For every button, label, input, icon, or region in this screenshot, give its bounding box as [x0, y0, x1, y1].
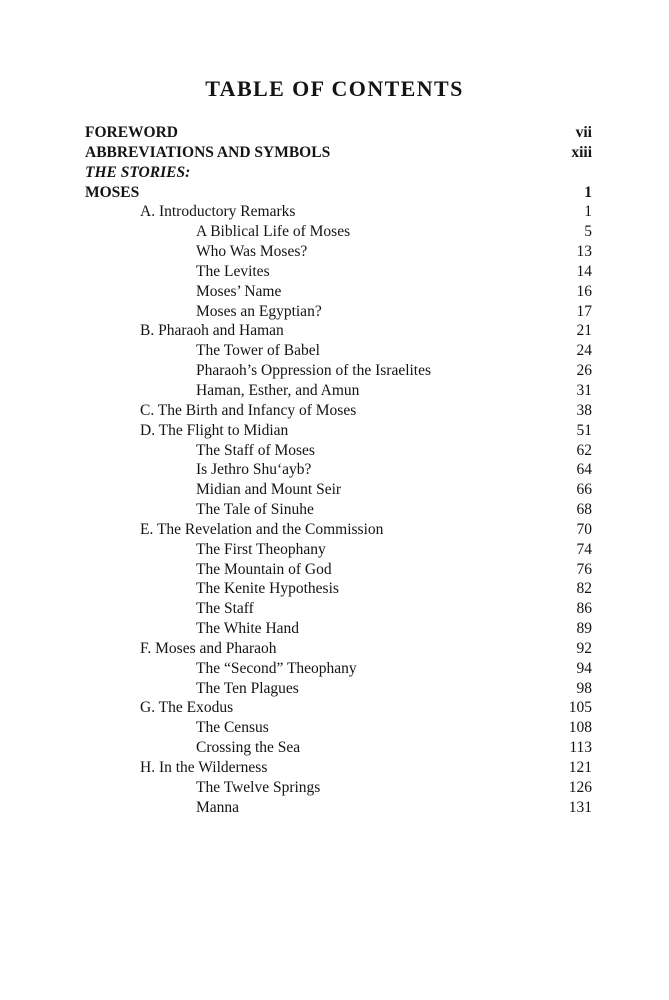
- toc-entry: [85, 381, 592, 401]
- toc-entry-page: 94: [576, 659, 592, 677]
- toc-entry-page: 131: [568, 798, 592, 816]
- toc-entry: [85, 659, 592, 679]
- toc-entry-page: 1: [584, 203, 592, 221]
- toc-entry-page: 5: [584, 223, 592, 241]
- toc-entry: [85, 679, 592, 699]
- toc-entry: [85, 441, 592, 461]
- toc-entry: [85, 242, 592, 262]
- toc-entry-page: 31: [576, 381, 592, 399]
- toc-entry-label: The Twelve Springs: [196, 778, 321, 796]
- toc-entry-page: 26: [576, 362, 592, 380]
- toc-entry-label: ABBREVIATIONS AND SYMBOLS: [85, 143, 331, 161]
- toc-entry-label: G. The Exodus: [140, 699, 234, 717]
- toc-entry-page: 13: [576, 243, 592, 261]
- toc-entry-label: The Mountain of God: [196, 560, 332, 578]
- toc-entry-label: Moses’ Name: [196, 282, 282, 300]
- toc-entry: [85, 123, 592, 143]
- toc-entry: [85, 143, 592, 163]
- toc-entry-label: The Kenite Hypothesis: [196, 580, 339, 598]
- toc-entry-page: 38: [576, 401, 592, 419]
- toc-entry-label: Is Jethro Shu‘ayb?: [196, 461, 312, 479]
- toc-entry-page: 64: [576, 461, 592, 479]
- toc-entry: [85, 401, 592, 421]
- toc-entry: [85, 262, 592, 282]
- toc-entry-label: The Staff: [196, 600, 254, 618]
- toc-entry: [85, 579, 592, 599]
- toc-entry-page: 126: [568, 778, 592, 796]
- toc-entry-label: MOSES: [85, 183, 140, 201]
- toc-entry-page: vii: [575, 124, 592, 141]
- toc-entry: [85, 798, 592, 818]
- toc-entry-label: The Levites: [196, 262, 270, 280]
- toc-entry: [85, 698, 592, 718]
- toc-entry: [85, 599, 592, 619]
- page-title: TABLE OF CONTENTS: [205, 76, 464, 101]
- toc-entry-label: A Biblical Life of Moses: [196, 223, 351, 241]
- toc-entry: [85, 540, 592, 560]
- toc-entry-page: 108: [568, 719, 592, 737]
- toc-entry-page: 86: [576, 600, 592, 618]
- toc-entry-page: 74: [576, 540, 592, 558]
- toc-entry: [85, 480, 592, 500]
- toc-entry-label: Midian and Mount Seir: [196, 481, 342, 499]
- toc-entry-label: The Tale of Sinuhe: [196, 501, 314, 519]
- toc-entry-page: 76: [576, 560, 592, 578]
- toc-list: [85, 123, 592, 818]
- toc-entry-label: The Staff of Moses: [196, 441, 315, 459]
- toc-entry-page: 17: [576, 302, 592, 320]
- toc-entry-label: The Tower of Babel: [196, 342, 320, 360]
- toc-entry-page: 98: [576, 679, 592, 697]
- toc-entry-page: 105: [568, 699, 592, 717]
- toc-entry: [85, 302, 592, 322]
- toc-entry-label: The “Second” Theophany: [196, 659, 357, 677]
- toc-entry-label: A. Introductory Remarks: [140, 203, 296, 221]
- toc-entry-page: 68: [576, 501, 592, 519]
- toc-entry: [85, 560, 592, 580]
- toc-entry-label: Who Was Moses?: [196, 243, 308, 261]
- toc-entry-page: 82: [576, 580, 592, 598]
- toc-entry-label: Pharaoh’s Oppression of the Israelites: [196, 362, 432, 380]
- toc-entry: [85, 222, 592, 242]
- toc-entry-page: 51: [576, 421, 592, 439]
- toc-entry-label: Manna: [196, 798, 240, 816]
- toc-entry-label: C. The Birth and Infancy of Moses: [140, 401, 357, 419]
- toc-entry-label: E. The Revelation and the Commission: [140, 520, 384, 538]
- toc-entry-page: 16: [576, 282, 592, 300]
- toc-entry: [85, 321, 592, 341]
- toc-entry: [85, 361, 592, 381]
- toc-entry: [85, 520, 592, 540]
- toc-entry: [85, 718, 592, 738]
- toc-entry: [85, 738, 592, 758]
- toc-entry-label: The Census: [196, 719, 269, 737]
- toc-entry-page: 21: [576, 322, 592, 340]
- toc-entry-page: 14: [576, 262, 592, 280]
- toc-entry-page: 113: [569, 739, 592, 757]
- toc-entry: [85, 163, 592, 183]
- toc-entry: [85, 421, 592, 441]
- toc-entry-label: B. Pharaoh and Haman: [140, 322, 284, 340]
- toc-entry: [85, 619, 592, 639]
- toc-entry-page: 1: [584, 183, 592, 201]
- toc-entry: [85, 500, 592, 520]
- toc-entry-page: 70: [576, 520, 592, 538]
- toc-entry: [85, 758, 592, 778]
- toc-entry-page: 121: [568, 759, 592, 776]
- toc-entry: [85, 639, 592, 659]
- toc-entry-page: xiii: [571, 143, 592, 161]
- toc-entry: [85, 778, 592, 798]
- toc-entry: [85, 282, 592, 302]
- toc-entry: [85, 341, 592, 361]
- toc-entry-label: The Ten Plagues: [196, 679, 299, 697]
- toc-entry-label: Haman, Esther, and Amun: [196, 381, 360, 399]
- toc-entry-label: Crossing the Sea: [196, 739, 301, 757]
- toc-entry-page: 89: [576, 620, 592, 638]
- toc-entry-label: D. The Flight to Midian: [140, 421, 289, 439]
- toc-entry-label: The White Hand: [196, 620, 300, 638]
- toc-entry: [85, 183, 592, 203]
- toc-entry-page: 92: [576, 639, 592, 657]
- toc-entry-page: 24: [576, 342, 592, 360]
- toc-entry-label: FOREWORD: [85, 124, 178, 141]
- toc-entry-page: 62: [576, 441, 592, 459]
- toc-entry-label: F. Moses and Pharaoh: [140, 639, 277, 657]
- toc-entry-label: H. In the Wilderness: [140, 759, 268, 776]
- toc-entry-label: THE STORIES:: [85, 163, 191, 181]
- toc-entry-label: The First Theophany: [196, 540, 326, 558]
- toc-entry-page: 66: [576, 481, 592, 499]
- toc-entry-label: Moses an Egyptian?: [196, 302, 322, 320]
- toc-entry: [85, 460, 592, 480]
- toc-entry: [85, 202, 592, 222]
